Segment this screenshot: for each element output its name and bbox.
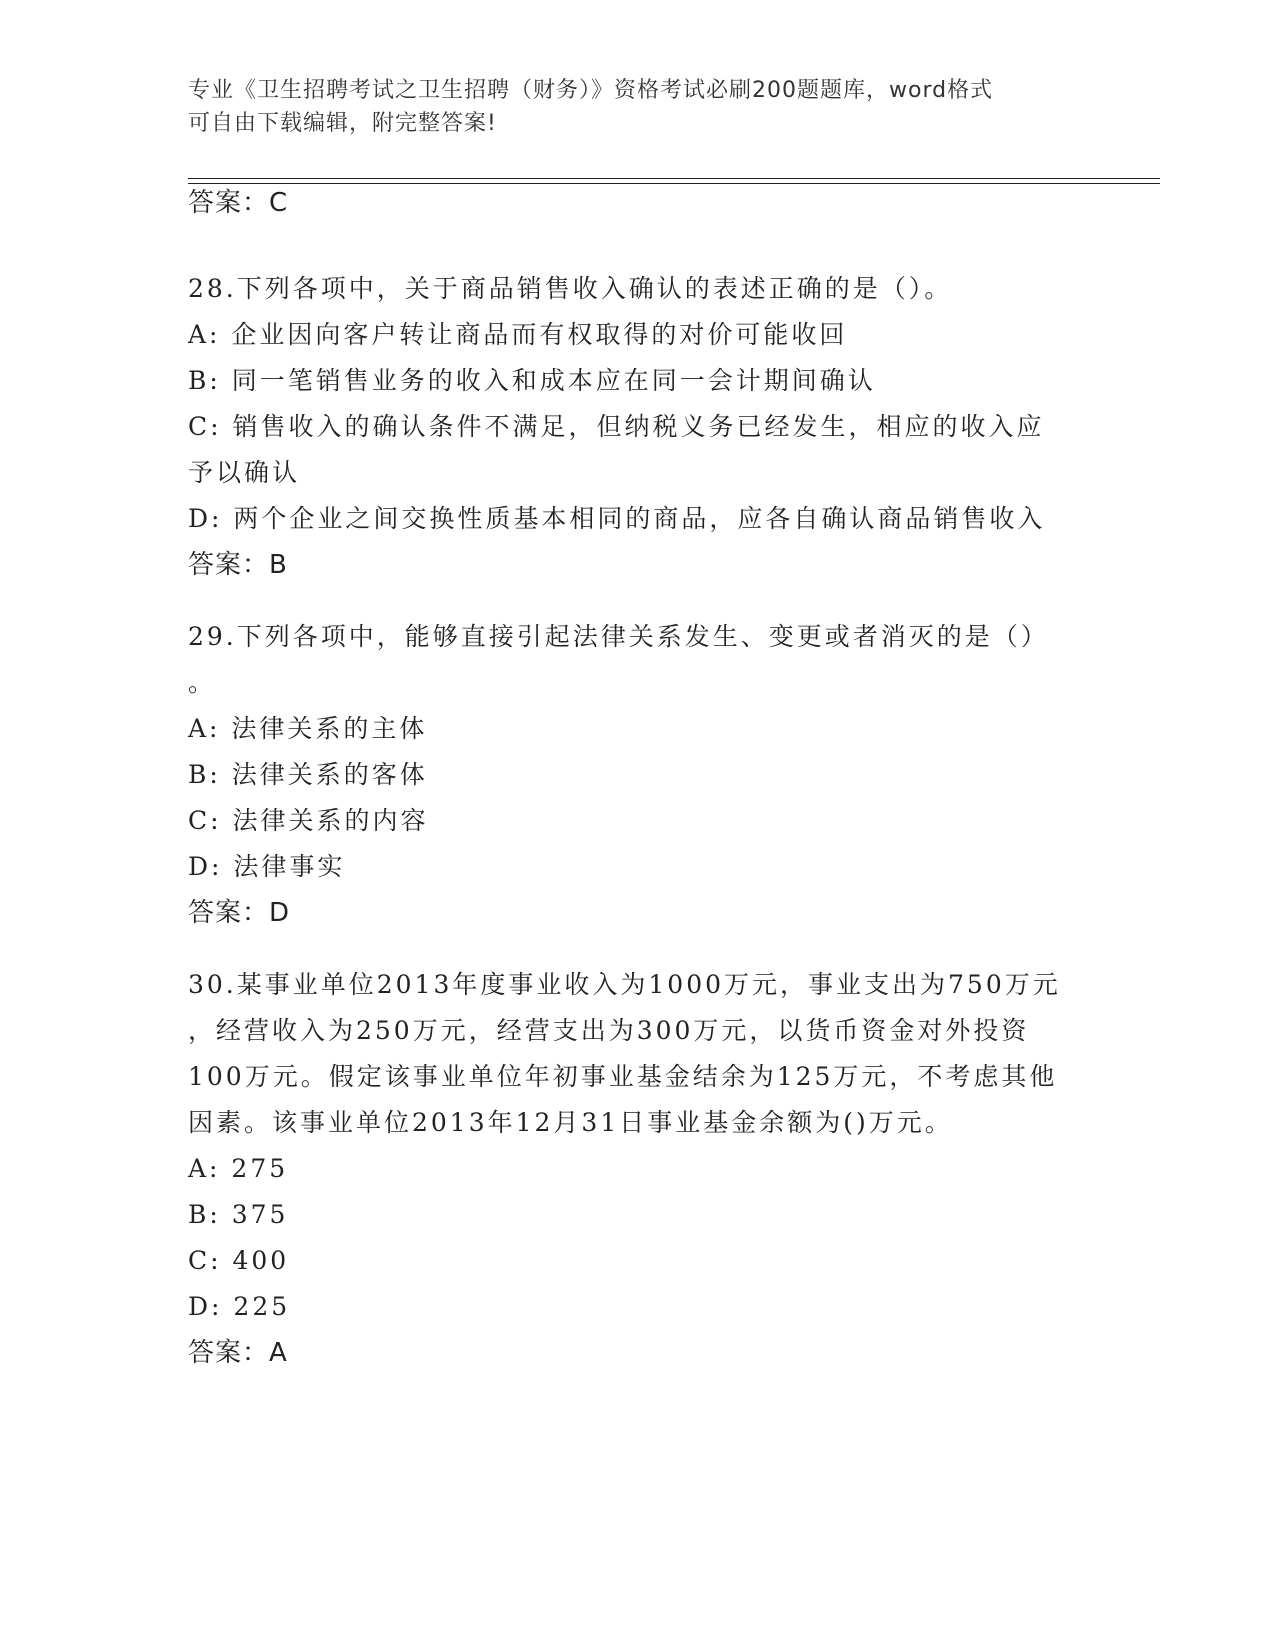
question-stem: 28.下列各项中，关于商品销售收入确认的表述正确的是（）。 [188,274,953,303]
option-a: A: 企业因向客户转让商品而有权取得的对价可能收回 [188,320,848,349]
option-c: C: 400 [188,1246,290,1275]
question-stem: 29.下列各项中，能够直接引起法律关系发生、变更或者消灭的是（） [188,622,1049,651]
option-c: C: 法律关系的内容 [188,806,429,835]
answer-text: 答案：A [188,1338,288,1368]
option-c: C: 销售收入的确认条件不满足，但纳税义务已经发生，相应的收入应 [188,412,1045,441]
option-d: D: 225 [188,1292,291,1321]
header-divider-top [188,178,1160,179]
question-29 [188,614,1088,936]
option-a: A: 法律关系的主体 [188,714,428,743]
header-line-2: 可自由下载编辑，附完整答案! [188,111,497,136]
question-stem-continued: ，经营收入为250万元，经营支出为300万元，以货币资金对外投资 [188,1016,1030,1045]
answer-text: 答案：C [188,188,289,218]
question-30 [188,962,1088,1376]
option-b: B: 法律关系的客体 [188,760,428,789]
question-28 [188,266,1088,588]
question-stem-continued: 100万元。假定该事业单位年初事业基金结余为125万元，不考虑其他 [188,1062,1058,1091]
option-d: D: 两个企业之间交换性质基本相同的商品，应各自确认商品销售收入 [188,504,1046,533]
question-stem: 30.某事业单位2013年度事业收入为1000万元，事业支出为750万元 [188,970,1061,999]
answer-text: 答案：D [188,898,291,928]
option-d: D: 法律事实 [188,852,346,881]
header-line-1: 专业《卫生招聘考试之卫生招聘（财务）》资格考试必刷200题题库，word格式 [188,78,994,103]
option-c-continued: 予以确认 [188,458,301,487]
option-b: B: 375 [188,1200,289,1229]
question-stem-continued: 。 [188,668,217,697]
option-a: A: 275 [188,1154,289,1183]
page-header [188,74,1068,140]
answer-text: 答案：B [188,550,288,580]
question-stem-continued: 因素。该事业单位2013年12月31日事业基金余额为()万元。 [188,1108,953,1137]
previous-answer-block [188,180,1088,226]
option-b: B: 同一笔销售业务的收入和成本应在同一会计期间确认 [188,366,876,395]
